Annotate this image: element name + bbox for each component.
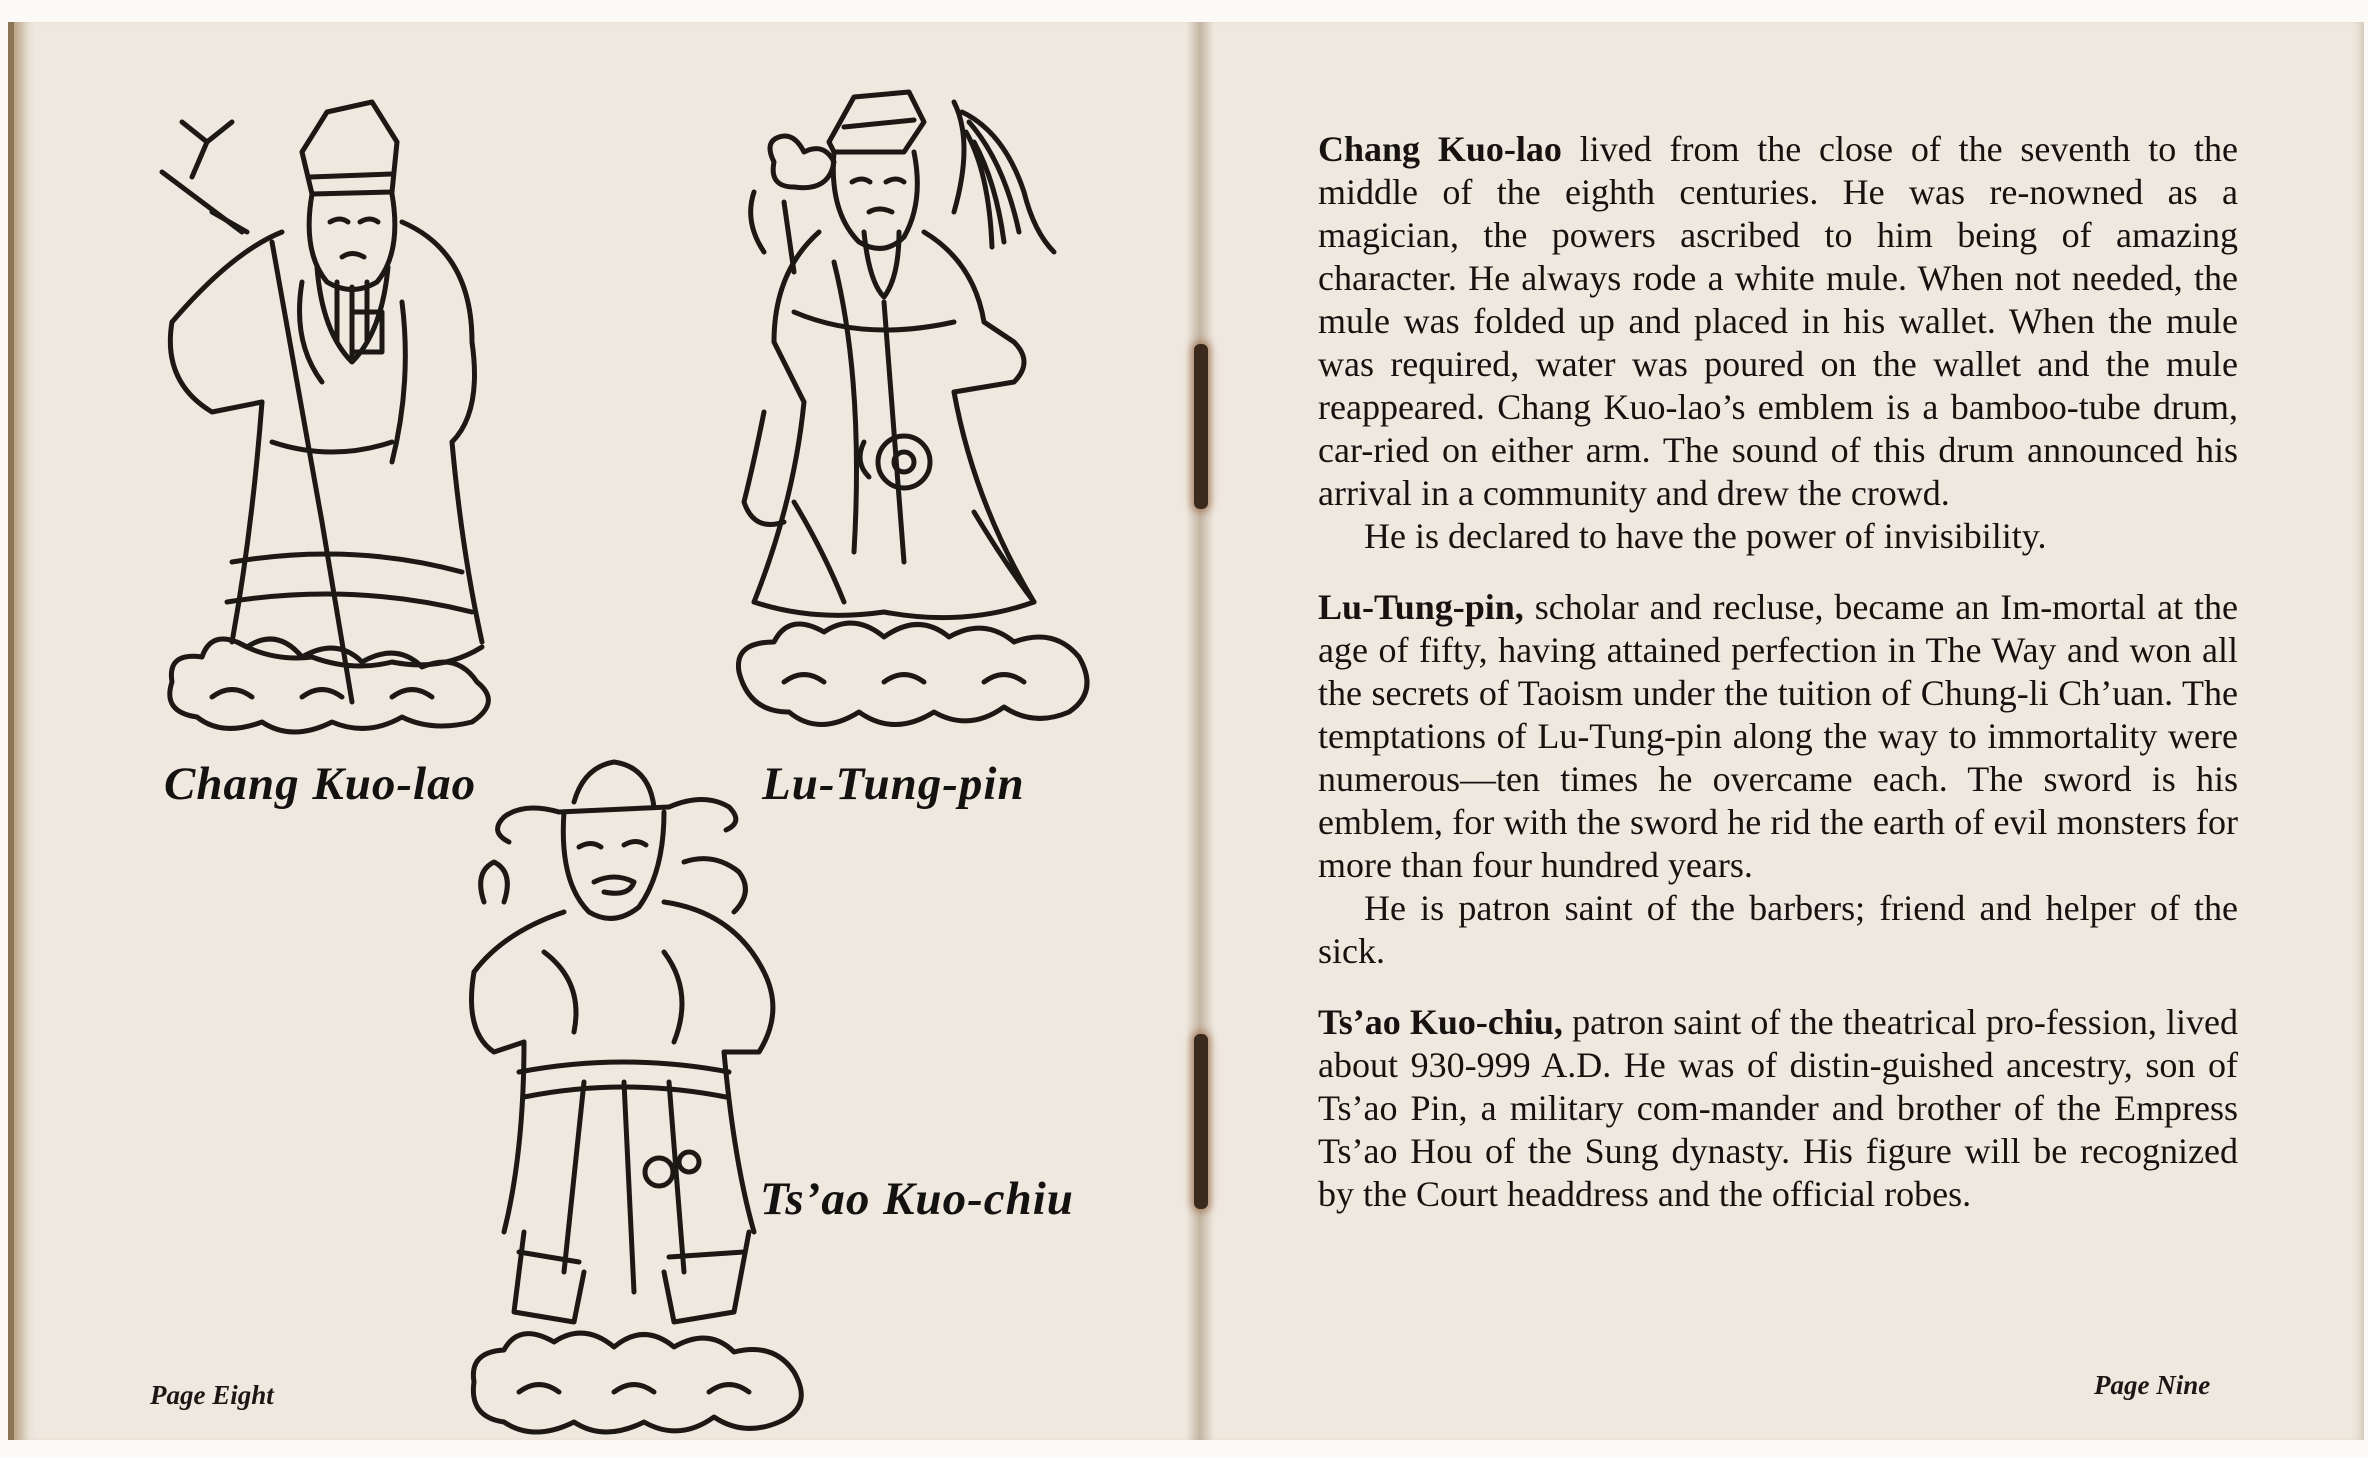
entry-name-lu: Lu-Tung-pin, [1318,587,1524,627]
open-booklet [8,22,2364,1440]
chang-kuo-lao-illustration [152,82,532,742]
entry-tsao-kuo-chiu [1318,1001,2238,1216]
caption-chang-kuo-lao: Chang Kuo-lao [164,758,477,810]
page-number-right: Page Nine [2094,1370,2211,1400]
entry-note-chang: He is declared to have the power of invisibility. [1364,516,2047,556]
entry-text-chang: lived from the close of the seventh to the middle of the eighth centuries. He was re-nowned as a magician, the powers ascribed to him being of amazing character. He always rode a white mule. When not needed, the mule was folded up and placed in his wallet. When the mule was required, water was poured on the wallet and the mule reappeared. Chang Kuo-lao’s emblem is a bamboo-tube drum, car-ried on either arm. The sound of this drum announced his arrival in a community and drew the crowd. [1318,129,2238,513]
lu-tung-pin-illustration [734,82,1104,762]
entry-name-tsao: Ts’ao Kuo-chiu, [1318,1002,1563,1042]
entry-text-lu: scholar and recluse, became an Im-mortal at the age of fifty, having attained perfection in The Way and won all the secrets of Taoism under the tuition of Chung-li Ch’uan. The temptations of Lu-Tung-pin along the way to immortality were numerous—ten times he overcame each. The sword is his emblem, for with the sword he rid the earth of evil monsters for more than four hundred years. [1318,587,2238,885]
left-page [14,22,1200,1440]
entry-note-lu: He is patron saint of the barbers; friend and helper of the sick. [1318,888,2238,971]
entry-text-tsao: patron saint of the theatrical pro-fession, lived about 930-999 A.D. He was of distin-guished ancestry, son of Ts’ao Pin, a military com-mander and brother of the Empress Ts’ao Hou of the Sung dynasty. His figure will be recognized by the Court headdress and the official robes. [1318,1002,2238,1214]
entry-name-chang: Chang Kuo-lao [1318,129,1562,169]
entry-chang-kuo-lao [1318,128,2238,515]
entry-lu-tung-pin [1318,586,2238,887]
caption-lu-tung-pin: Lu-Tung-pin [762,758,1025,810]
page-number-left: Page Eight [150,1380,274,1410]
text-column [1318,128,2238,1216]
caption-tsao-kuo-chiu: Ts’ao Kuo-chiu [760,1173,1074,1225]
tsao-kuo-chiu-illustration [464,752,824,1452]
